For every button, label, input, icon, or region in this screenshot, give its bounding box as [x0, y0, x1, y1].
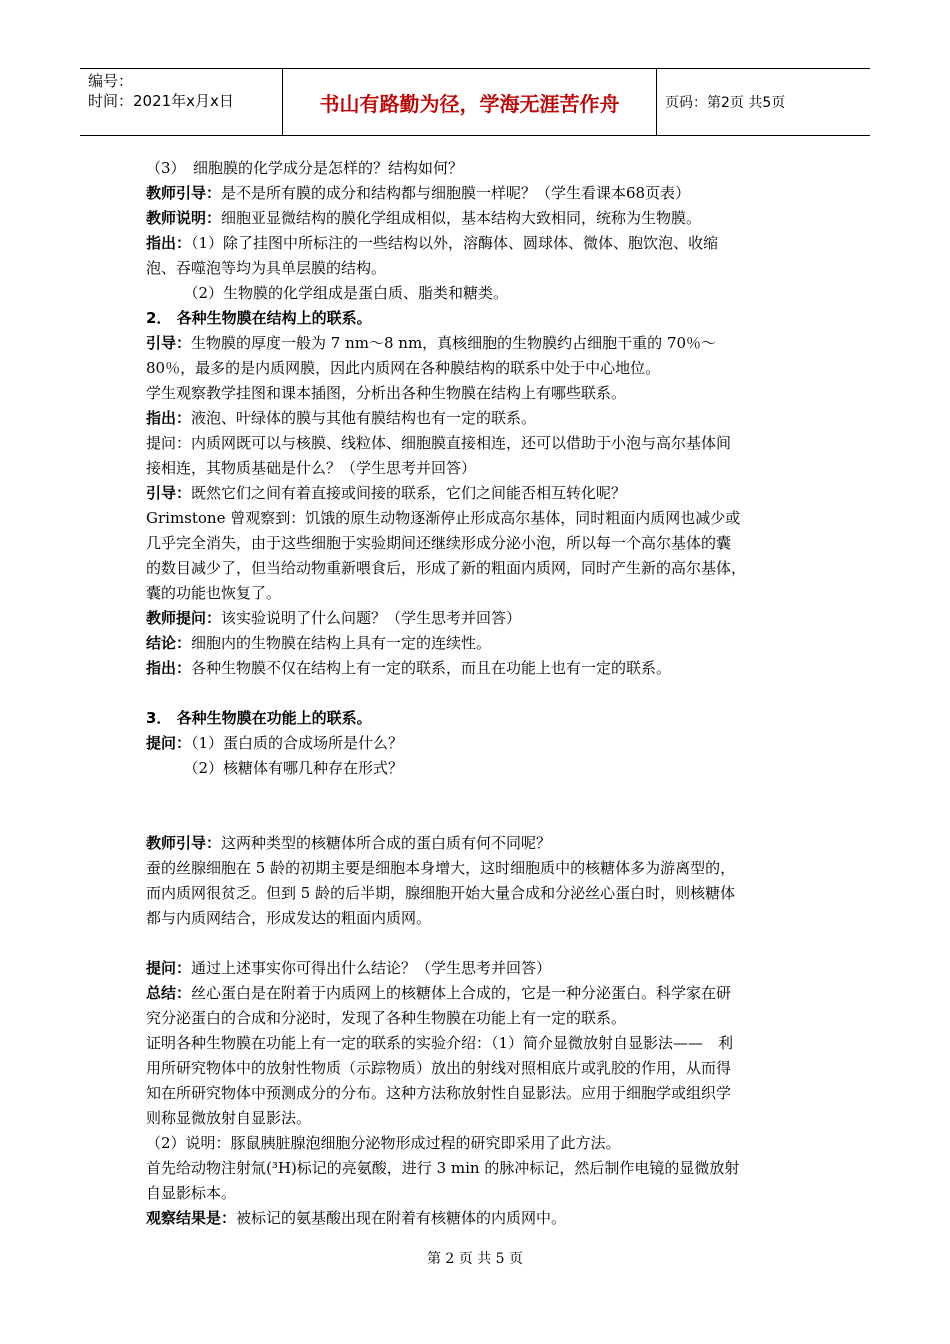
line-label: 总结：: [146, 984, 192, 1002]
line-text: 都与内质网结合，形成发达的粗面内质网。: [146, 909, 432, 927]
line-text: 通过上述事实你可得出什么结论？（学生思考并回答）: [191, 959, 552, 977]
document-number-label: 编号：: [88, 72, 134, 90]
header-left-cell: [80, 69, 283, 135]
line-text: 则称显微放射自显影法。: [146, 1109, 312, 1127]
line-text: 几乎完全消失，由于这些细胞于实验期间还继续形成分泌小泡，所以每一个高尔基体的囊: [146, 534, 732, 552]
text-line: [146, 981, 826, 1006]
line-text: 细胞内的生物膜在结构上具有一定的连续性。: [191, 634, 492, 652]
text-line: [146, 1031, 826, 1056]
text-line: [146, 556, 826, 581]
line-label: 指出：: [146, 409, 192, 427]
blank-line: [146, 806, 826, 831]
line-text: （2）说明：豚鼠胰脏腺泡细胞分泌物形成过程的研究即采用了此方法。: [146, 1134, 621, 1152]
line-text: 首先给动物注射氚(³H)标记的亮氨酸，进行 3 min 的脉冲标记，然后制作电镜的显微放射: [146, 1159, 740, 1177]
line-text: 被标记的氨基酸出现在附着有核糖体的内质网中。: [236, 1209, 567, 1227]
line-text: 液泡、叶绿体的膜与其他有膜结构也有一定的联系。: [191, 409, 537, 427]
line-text: 80％，最多的是内质网膜，因此内质网在各种膜结构的联系中处于中心地位。: [146, 359, 661, 377]
line-text: 的数目减少了，但当给动物重新喂食后，形成了新的粗面内质网，同时产生新的高尔基体，: [146, 559, 747, 577]
text-line: [146, 1006, 826, 1031]
line-text: 既然它们之间有着直接或间接的联系，它们之间能否相互转化呢？: [191, 484, 627, 502]
line-label: 引导：: [146, 334, 192, 352]
text-line: [146, 706, 826, 731]
blank-line: [146, 681, 826, 706]
text-line: [146, 1131, 826, 1156]
text-line: [146, 1156, 826, 1181]
text-line: [146, 206, 826, 231]
text-line: [146, 531, 826, 556]
line-label: 指出：: [146, 234, 192, 252]
text-line: [146, 431, 826, 456]
line-text: 究分泌蛋白的合成和分泌时，发现了各种生物膜在功能上有一定的联系。: [146, 1009, 627, 1027]
line-text: 丝心蛋白是在附着于内质网上的核糖体上合成的，它是一种分泌蛋白。科学家在研: [191, 984, 732, 1002]
line-text: 而内质网很贫乏。但到 5 龄的后半期，腺细胞开始大量合成和分泌丝心蛋白时，则核糖体: [146, 884, 736, 902]
blank-line: [146, 931, 826, 956]
text-line: [146, 1106, 826, 1131]
line-text: 这两种类型的核糖体所合成的蛋白质有何不同呢？: [221, 834, 552, 852]
text-line: [146, 881, 826, 906]
line-label: 观察结果是：: [146, 1209, 237, 1227]
line-label: 提问：: [146, 959, 192, 977]
line-text: 囊的功能也恢复了。: [146, 584, 282, 602]
text-line: [146, 356, 826, 381]
line-text: 自显影标本。: [146, 1184, 237, 1202]
page-header: [80, 68, 870, 136]
line-text: 提问：内质网既可以与核膜、线粒体、细胞膜直接相连，还可以借助于小泡与高尔基体间: [146, 434, 732, 452]
page-footer: 第 2 页 共 5 页: [426, 1251, 524, 1267]
header-motto: 书山有路勤为径，学海无涯苦作舟: [283, 69, 657, 135]
line-label: 指出：: [146, 659, 192, 677]
line-text: 是不是所有膜的成分和结构都与细胞膜一样呢？（学生看课本68页表）: [221, 184, 691, 202]
blank-line: [146, 781, 826, 806]
line-text: 蚕的丝腺细胞在 5 龄的初期主要是细胞本身增大，这时细胞质中的核糖体多为游离型的，: [146, 859, 736, 877]
text-line: [146, 731, 826, 756]
line-text: （3） 细胞膜的化学成分是怎样的？结构如何？: [146, 159, 464, 177]
text-line: [146, 1056, 826, 1081]
document-date-label: 时间：2021年x月x日: [88, 92, 234, 110]
text-line: [146, 306, 826, 331]
line-text: 知在所研究物体中预测成分的分布。这种方法称放射性自显影法。应用于细胞学或组织学: [146, 1084, 732, 1102]
line-text: 学生观察教学挂图和课本插图，分析出各种生物膜在结构上有哪些联系。: [146, 384, 627, 402]
line-label: 提问：: [146, 734, 192, 752]
line-label: 引导：: [146, 484, 192, 502]
line-label: 教师引导：: [146, 184, 222, 202]
text-line: [146, 656, 826, 681]
header-page-info: 页码：第2页 共5页: [665, 95, 786, 111]
text-line: [146, 1181, 826, 1206]
text-line: [146, 381, 826, 406]
text-line: [146, 831, 826, 856]
text-line: [146, 281, 826, 306]
line-text: 证明各种生物膜在功能上有一定的联系的实验介绍：（1）简介显微放射自显影法—— 利: [146, 1034, 734, 1052]
text-line: [146, 1206, 826, 1231]
text-line: [146, 156, 826, 181]
line-text: 该实验说明了什么问题？（学生思考并回答）: [221, 609, 522, 627]
line-text: （1）蛋白质的合成场所是什么？: [191, 734, 404, 752]
text-line: [146, 256, 826, 281]
line-text: Grimstone 曾观察到：饥饿的原生动物逐渐停止形成高尔基体，同时粗面内质网也减少或: [146, 509, 741, 527]
text-line: [146, 406, 826, 431]
line-label: 教师引导：: [146, 834, 222, 852]
text-line: [146, 506, 826, 531]
text-line: [146, 456, 826, 481]
text-line: [146, 231, 826, 256]
text-line: [146, 331, 826, 356]
line-text: 接相连，其物质基础是什么？（学生思考并回答）: [146, 459, 477, 477]
line-text: （2）核糖体有哪几种存在形式？: [146, 759, 404, 777]
line-text: （2）生物膜的化学组成是蛋白质、脂类和糖类。: [146, 284, 509, 302]
line-text: 泡、吞噬泡等均为具单层膜的结构。: [146, 259, 387, 277]
text-line: [146, 756, 826, 781]
text-line: [146, 906, 826, 931]
text-line: [146, 181, 826, 206]
text-line: [146, 606, 826, 631]
line-label: 教师说明：: [146, 209, 222, 227]
line-label: 教师提问：: [146, 609, 222, 627]
line-label: 2． 各种生物膜在结构上的联系。: [146, 309, 372, 327]
line-text: 生物膜的厚度一般为 7 nm～8 nm，真核细胞的生物膜约占细胞干重的 70％～: [191, 334, 717, 352]
text-line: [146, 481, 826, 506]
line-text: 用所研究物体中的放射性物质（示踪物质）放出的射线对照相底片或乳胶的作用，从而得: [146, 1059, 732, 1077]
text-line: [146, 631, 826, 656]
line-text: （1）除了挂图中所标注的一些结构以外，溶酶体、圆球体、微体、胞饮泡、收缩: [191, 234, 719, 252]
document-body: [146, 156, 826, 1231]
text-line: [146, 856, 826, 881]
text-line: [146, 956, 826, 981]
text-line: [146, 1081, 826, 1106]
text-line: [146, 581, 826, 606]
line-text: 细胞亚显微结构的膜化学组成相似，基本结构大致相同，统称为生物膜。: [221, 209, 702, 227]
line-text: 各种生物膜不仅在结构上有一定的联系，而且在功能上也有一定的联系。: [191, 659, 672, 677]
line-label: 3． 各种生物膜在功能上的联系。: [146, 709, 372, 727]
line-label: 结论：: [146, 634, 192, 652]
